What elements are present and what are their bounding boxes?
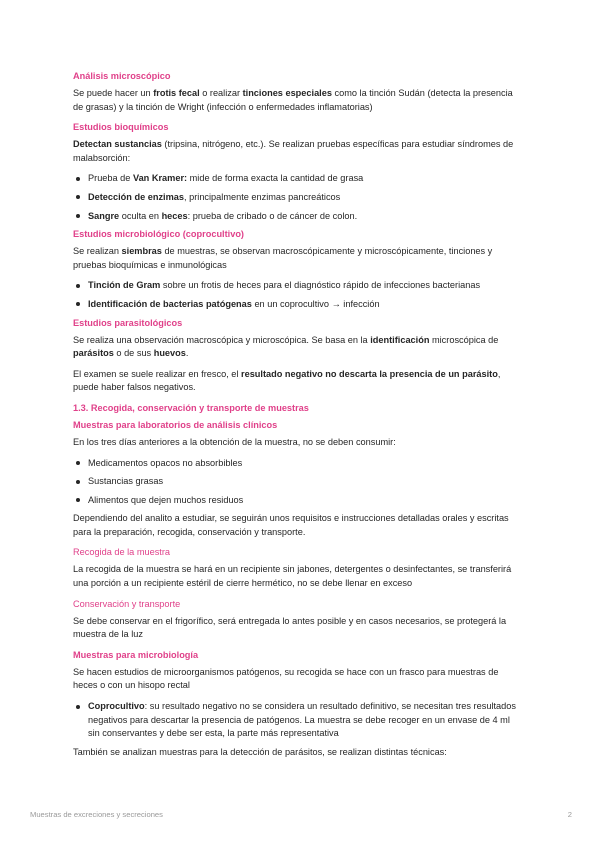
paragraph: Se realiza una observación macroscópica y microscópica. Se basa en la identificación microscópica de parásitos o de sus huevos. (73, 334, 499, 359)
bullet-icon (76, 461, 80, 465)
bullet-icon (76, 302, 80, 306)
bullet-icon (76, 214, 80, 218)
list-item: Sustancias grasas (73, 475, 523, 489)
document-body (73, 70, 523, 763)
paragraph: También se analizan muestras para la detección de parásitos, se realizan distintas técnicas: (73, 746, 447, 757)
list-item: Tinción de Gram sobre un frotis de heces para el diagnóstico rápido de infecciones bacterianas (73, 279, 523, 293)
subheading-recogida-muestra: Recogida de la muestra (73, 547, 171, 558)
subheading-conservacion-transporte: Conservación y transporte (73, 598, 181, 609)
paragraph: En los tres días anteriores a la obtención de la muestra, no se deben consumir: (73, 436, 396, 447)
list-item: Medicamentos opacos no absorbibles (73, 457, 523, 471)
bullet-list (73, 457, 523, 508)
list-item: Identificación de bacterias patógenas en un coprocultivo → infección (73, 298, 523, 312)
paragraph: Se puede hacer un frotis fecal o realizar tinciones especiales como la tinción Sudán (detecta la presencia de grasas) y la tinción de Wright (infección o enfermedades inflamatorias) (73, 88, 513, 112)
heading-estudios-microbiologico: Estudios microbiológico (coprocultivo) (73, 229, 244, 240)
heading-muestras-laboratorio: Muestras para laboratorios de análisis clínicos (73, 419, 278, 430)
heading-estudios-bioquimicos: Estudios bioquímicos (73, 122, 169, 133)
paragraph: Se hacen estudios de microorganismos patógenos, su recogida se hace con un frasco para muestras de heces o con un hisopo rectal (73, 666, 499, 691)
heading-estudios-parasitologicos: Estudios parasitológicos (73, 317, 183, 328)
list-item: Alimentos que dejen muchos residuos (73, 494, 523, 508)
paragraph: El examen se suele realizar en fresco, el resultado negativo no descarta la presencia de un parásito, puede haber falsos negativos. (73, 368, 501, 393)
page-footer (30, 810, 572, 819)
paragraph: La recogida de la muestra se hará en un recipiente sin jabones, detergentes o desinfectantes, se transferirá una porción a un recipiente estéril de cierre hermético, no se debe llenar en exceso (73, 564, 512, 589)
bullet-icon (76, 480, 80, 484)
bullet-list (73, 279, 523, 311)
page-number: 2 (567, 810, 572, 819)
list-item: Detección de enzimas, principalmente enzimas pancreáticos (73, 191, 523, 205)
footer-title: Muestras de excreciones y secreciones (30, 810, 163, 819)
bullet-icon (76, 498, 80, 502)
bullet-icon (76, 177, 80, 181)
bullet-list (73, 700, 523, 741)
heading-muestras-microbiologia: Muestras para microbiología (73, 649, 199, 660)
bullet-icon (76, 284, 80, 288)
heading-analisis-microscopico: Análisis microscópico (73, 71, 171, 81)
bullet-list (73, 172, 523, 223)
bullet-icon (76, 705, 80, 709)
bullet-icon (76, 195, 80, 199)
paragraph: Dependiendo del analito a estudiar, se seguirán unos requisitos e instrucciones detalladas orales y escritas para la preparación, recogida, conservación y transporte. (73, 513, 509, 537)
list-item: Sangre oculta en heces: prueba de cribado o de cáncer de colon. (73, 210, 523, 224)
section-heading-recogida: 1.3. Recogida, conservación y transporte de muestras (73, 402, 309, 413)
paragraph: Se debe conservar en el frigorífico, será entregada lo antes posible y en casos necesarios, se protegerá la muestra de la luz (73, 615, 507, 640)
list-item: Coprocultivo: su resultado negativo no se considera un resultado definitivo, se necesitan tres resultados negativos para descartar la presencia de patógenos. La muestra se debe recoger en un envase de 4 ml sin conservantes y debe ser esta, la parte más representativa (73, 700, 523, 741)
list-item: Prueba de Van Kramer: mide de forma exacta la cantidad de grasa (73, 172, 523, 186)
paragraph: Se realizan siembras de muestras, se observan macroscópicamente y microscópicamente, tinciones y pruebas bioquímicas e inmunológicas (73, 246, 493, 270)
paragraph: Detectan sustancias (tripsina, nitrógeno, etc.). Se realizan pruebas específicas para estudiar síndromes de malabsorción: (73, 139, 514, 163)
